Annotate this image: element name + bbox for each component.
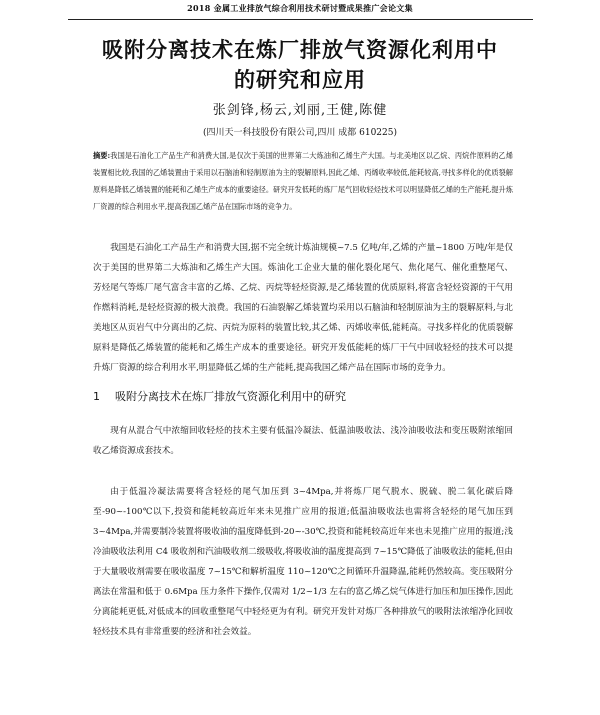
paper-title (70, 35, 530, 95)
section-heading (93, 388, 513, 404)
section-number: 1 (93, 390, 100, 403)
title-line-1: 吸附分离技术在炼厂排放气资源化利用中 (102, 38, 498, 62)
header-rule (68, 19, 533, 20)
paragraph-2: 现有从混合气中浓缩回收轻烃的技术主要有低温冷凝法、低温油吸收法、浅冷油吸收法和变压吸附浓缩回收乙烯资源成套技术。 (93, 426, 513, 456)
abstract (93, 147, 513, 215)
paragraph-3: 由于低温冷凝法需要将含轻烃的尾气加压到 3~4Mpa,并将炼厂尾气脱水、脱硫、脱二氧化碳后降至-90~-100℃以下,投资和能耗较高近年来未见推广应用的报道;低温油吸收法也需将含轻烃的尾气加压到 3~4Mpa,并需要制冷装置将吸收油的温度降低到-20~-30℃,投资和能耗较高近年来也未见推广应用的报道;浅冷油吸收法利用 C4 吸收剂和汽油吸收剂二级吸收,将吸收油的温度提高到 7~15℃降低了油吸收法的能耗,但由于大量吸收剂需要在吸收温度 7~15℃和解析温度 110~120℃之间循环升温降温,能耗仍然较高。变压吸附分离法在常温和低于 0.6Mpa 压力条件下操作,仅需对 1/2~1/3 左右的富乙烯乙烷气体进行加压和加压操作,因此分离能耗更低,对低成本的回收重整尾气中轻烃更为有利。研究开发针对炼厂各种排放气的吸附法浓缩净化回收轻烃技术具有非常重要的经济和社会效益。 (93, 487, 513, 637)
paragraph-1: 我国是石油化工产品生产和消费大国,据不完全统计炼油规模~7.5 亿吨/年,乙烯的产量~1800 万吨/年是仅次于美国的世界第二大炼油和乙烯生产大国。炼油化工企业大量的催化裂化尾气、焦化尾气、催化重整尾气、芳烃尾气等炼厂尾气富含丰富的乙烯、乙烷、丙烷等轻烃资源,是乙烯装置的优质原料,将富含轻烃资源的干气用作燃料消耗,是轻烃资源的极大浪费。我国的石油裂解乙烯装置均采用以石脑油和轻制原油为主的裂解原料,与北美地区从页岩气中分离出的乙烷、丙烷为原料的装置比较,其乙烯、丙烯收率低,能耗高。寻找多样化的优质裂解原料是降低乙烯装置的能耗和乙烯生产成本的重要途径。研究开发低能耗的炼厂干气中回收轻烃的技术可以提升炼厂资源的综合利用水平,明显降低乙烯的生产能耗,提高我国乙烯产品在国际市场的竞争力。 (93, 243, 513, 373)
abstract-text: 我国是石油化工产品生产和消费大国,是仅次于美国的世界第二大炼油和乙烯生产大国。与北美地区以乙烷、丙烷作原料的乙烯装置相比较,我国的乙烯装置由于采用以石脑油和轻制原油为主的裂解原料,因此乙烯、丙烯收率较低,能耗较高,寻找多样化的优质裂解原料是降低乙烯装置的能耗和乙烯生产成本的重要途径。研究开发低耗的炼厂尾气回收轻烃技术可以明显降低乙烯的生产能耗,提升炼厂资源的综合利用水平,提高我国乙烯产品在国际市场的竞争力。 (93, 151, 513, 211)
affiliation: (四川天一科技股份有限公司,四川 成都 610225) (203, 128, 397, 138)
abstract-label: 摘要: (93, 151, 111, 160)
running-header: 2018 金属工业排放气综合利用技术研讨暨成果推广会论文集 (187, 3, 413, 13)
authors: 张剑锋,杨云,刘丽,王健,陈健 (212, 103, 388, 118)
section-title: 吸附分离技术在炼厂排放气资源化利用中的研究 (115, 390, 346, 403)
title-line-2: 的研究和应用 (234, 68, 366, 92)
